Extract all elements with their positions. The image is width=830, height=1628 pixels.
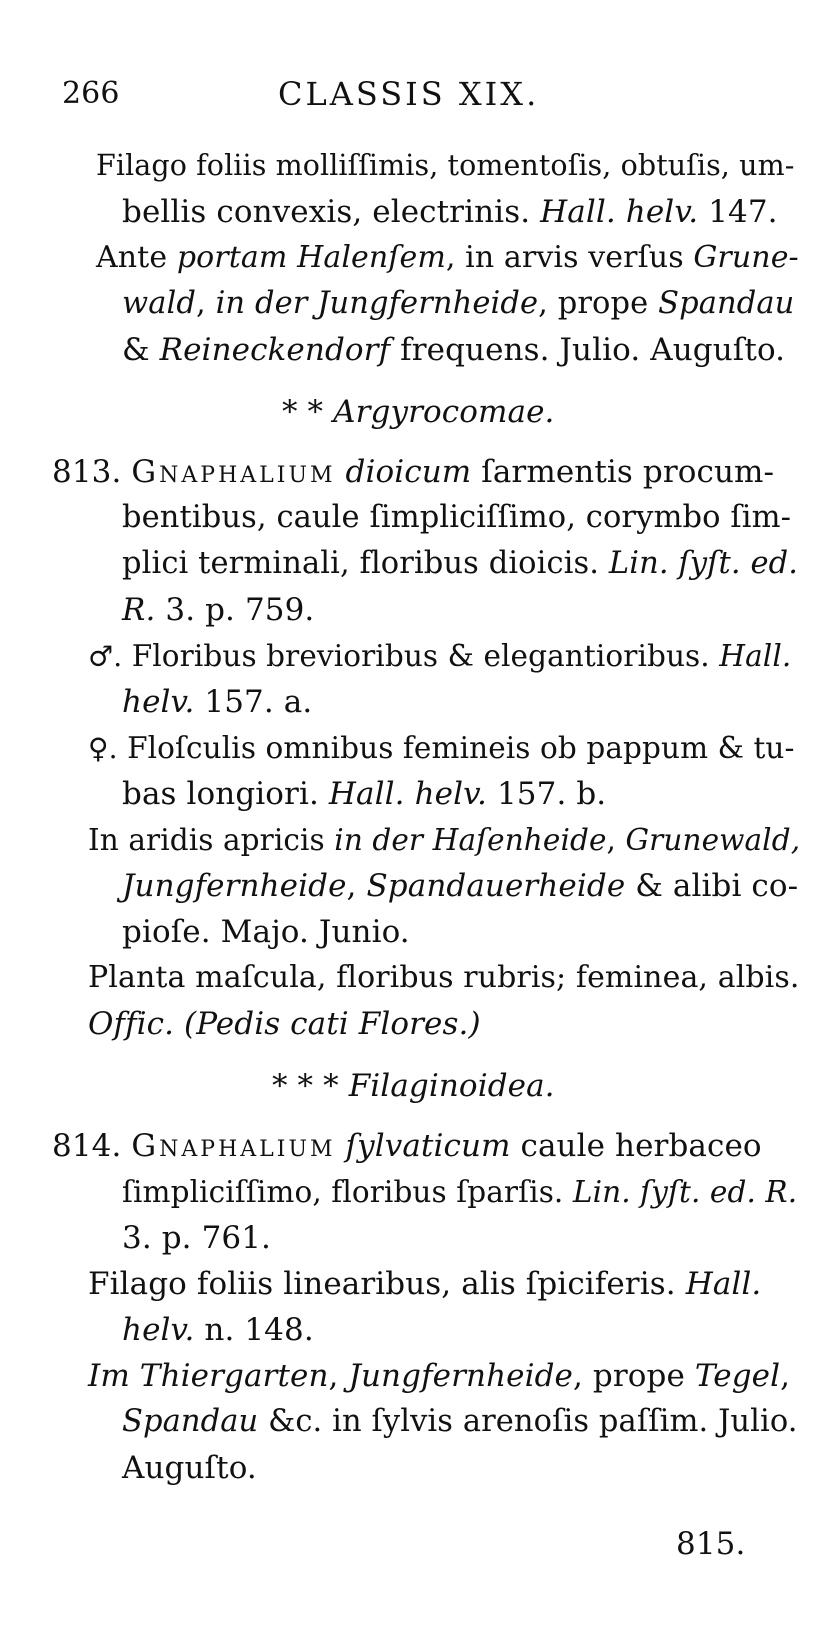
place-thiergarten: Im Thiergarten <box>88 1358 329 1394</box>
entry-813-line-1 <box>52 452 774 492</box>
entry-813-line-2: bentibus, caule ſimpliciſſimo, corymbo ſim- <box>122 500 792 535</box>
offic-line: Offic. (Pedis cati Flores.) <box>88 1006 481 1042</box>
planta-line: Planta maſcula, floribus rubris; feminea, albis. <box>88 960 800 995</box>
habitat: In aridis apricis <box>88 823 325 857</box>
male-description: Floribus brevioribus & elegantioribus. <box>131 639 710 673</box>
place-grunewald: Grunewald, <box>625 823 801 857</box>
entry-number: 814. <box>52 1128 122 1164</box>
citation: Hall. <box>719 639 792 673</box>
prope: , prope <box>573 1358 685 1394</box>
comma: , <box>346 868 357 904</box>
male-variety-line-2 <box>122 682 312 722</box>
female-variety-line-1 <box>88 728 795 769</box>
filago-line-1: Filago foliis molliſſimis, tomentoſis, obtuſis, um- <box>96 149 795 182</box>
filago-citation-number: 147. <box>708 194 778 230</box>
comma: , <box>606 823 617 857</box>
grune: Grune- <box>693 240 799 275</box>
description: ſarmentis procum- <box>481 454 775 490</box>
comma: , <box>328 1358 339 1394</box>
species-name: dioicum <box>345 454 472 490</box>
in-arvis: , in arvis verſus <box>445 240 684 275</box>
entry-814-line-2 <box>122 1172 797 1212</box>
thiergarten-line-3: Auguſto. <box>122 1450 257 1486</box>
entry-number: 813. <box>52 454 122 490</box>
filago-line-2 <box>122 192 778 232</box>
place-jungfernheide: Jungfernheide <box>348 1358 573 1394</box>
citation-page: 3. p. 759. <box>165 592 315 628</box>
section-name: Argyrocomae. <box>333 394 555 430</box>
place-hasenheide: in der Haſenheide <box>334 823 607 857</box>
thiergarten-line-1 <box>88 1356 790 1396</box>
female-variety-line-2 <box>122 774 606 814</box>
ante-word: Ante <box>96 240 168 275</box>
description: ſimpliciſſimo, floribus ſparſis. <box>122 1175 564 1209</box>
filago-linearibus-line-1 <box>88 1264 761 1304</box>
section-name: Filaginoidea. <box>348 1068 555 1104</box>
citation-number: 157. b. <box>496 776 607 812</box>
thiergarten-line-2 <box>122 1402 798 1442</box>
place-spandau: Spandau <box>122 1404 259 1439</box>
wald: wald <box>122 286 196 321</box>
alibi: & alibi co- <box>635 868 799 904</box>
citation-number: n. 148. <box>204 1312 314 1348</box>
filago-linearibus-line-2 <box>122 1310 314 1350</box>
section-stars: * * <box>282 394 324 430</box>
filago-text: bellis convexis, electrinis. <box>122 194 531 230</box>
portam-halensem: portam Halenſem <box>176 240 446 275</box>
ante-portam-line-3 <box>122 330 785 370</box>
genus-name: Gnaphalium <box>131 1128 336 1164</box>
male-variety-line-1 <box>88 636 791 677</box>
ante-portam-line-2 <box>122 284 794 324</box>
citation: Lin. ſyſt. ed. R. <box>572 1175 798 1209</box>
filago-citation: Hall. helv. <box>540 194 699 230</box>
prope: , prope <box>538 286 649 321</box>
citation: Lin. ſyſt. ed. <box>608 546 799 581</box>
ampersand: & <box>122 332 150 368</box>
in-aridis-line-3: pioſe. Majo. Junio. <box>122 914 410 950</box>
in-aridis-line-1 <box>88 820 800 860</box>
species-name: ſylvaticum <box>345 1128 511 1164</box>
comma: , <box>195 286 206 321</box>
female-symbol-icon: ♀. <box>88 732 118 765</box>
habitat: &c. in ſylvis arenoſis paſſim. Julio. <box>268 1404 798 1439</box>
in-aridis-line-2 <box>122 866 798 906</box>
place-tegel: Tegel <box>694 1358 781 1394</box>
citation-number: 157. a. <box>204 684 313 720</box>
entry-814-line-3: 3. p. 761. <box>122 1220 272 1256</box>
place-jungfernheide: Jungfernheide <box>122 868 347 904</box>
section-argyrocomae <box>282 392 554 432</box>
entry-814-line-1 <box>52 1126 762 1166</box>
entry-813-line-3 <box>122 544 798 584</box>
citation: R. <box>122 592 156 628</box>
citation: Hall. <box>685 1266 762 1302</box>
description: plici terminali, floribus dioicis. <box>122 546 600 581</box>
female-description: bas longiori. <box>122 776 319 812</box>
section-filaginoidea <box>272 1066 555 1106</box>
frequens-text: frequens. Julio. Auguſto. <box>400 332 786 368</box>
running-title: CLASSIS XIX. <box>278 75 540 113</box>
reineckendorf: Reineckendorf <box>159 332 391 368</box>
section-stars: * * * <box>272 1068 339 1104</box>
spandau: Spandau <box>658 286 795 321</box>
ante-portam-line-1 <box>96 238 799 278</box>
citation: Hall. helv. <box>328 776 487 812</box>
comma: , <box>780 1358 791 1394</box>
genus-name: Gnaphalium <box>131 454 336 490</box>
place-spandauerheide: Spandauerheide <box>366 868 626 904</box>
page-number: 266 <box>62 76 120 111</box>
female-description: Floſculis omnibus femineis ob pappum & tu- <box>127 731 795 765</box>
in-der-jungfernheide: in der Jungfernheide <box>215 286 539 321</box>
synonym: Filago foliis linearibus, alis ſpiciferis. <box>88 1266 676 1302</box>
catchword: 815. <box>676 1526 746 1562</box>
citation: helv. <box>122 1312 195 1348</box>
citation: helv. <box>122 684 195 720</box>
description: caule herbaceo <box>520 1128 762 1164</box>
entry-813-line-4 <box>122 590 314 630</box>
male-symbol-icon: ♂. <box>88 640 123 673</box>
